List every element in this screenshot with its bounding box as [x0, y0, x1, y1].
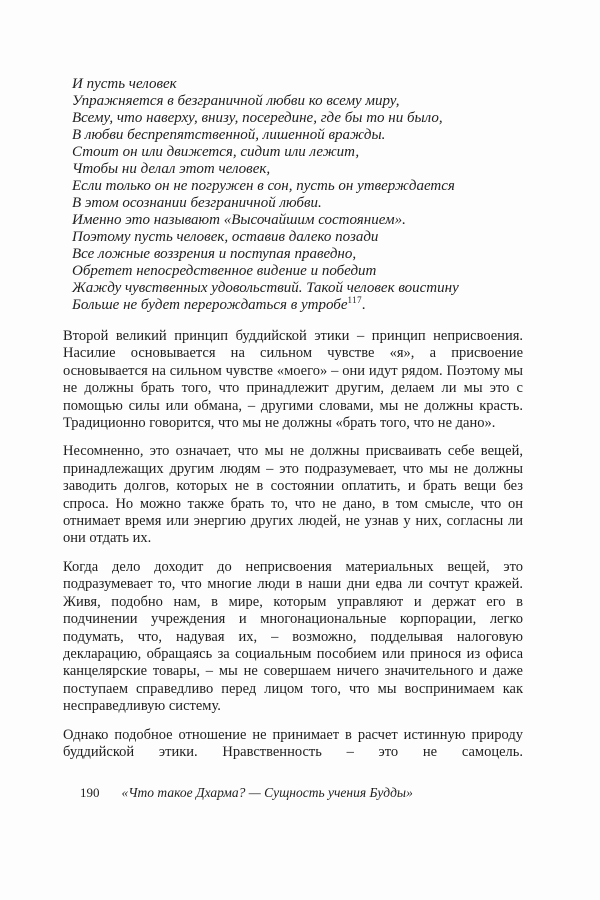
poem-last-line-text: Больше не будет перерождаться в утробе	[72, 297, 348, 313]
poem-line: Упражняется в безграничной любви ко всему миру,	[72, 93, 400, 109]
running-title: «Что такое Дхарма? — Сущность учения Будды»	[121, 785, 413, 801]
poem-line: В этом осознании безграничной любви.	[72, 195, 322, 211]
poem-line: Чтобы ни делал этот человек,	[72, 161, 271, 177]
body-paragraph-4: Однако подобное отношение не принимает в расчет истинную природу буддийской этики. Нравственность – это не самоцель.	[63, 726, 523, 760]
poem-line: Обретет непосредственное видение и победит	[72, 263, 377, 279]
footnote-reference: 117	[347, 295, 363, 305]
page-number: 190	[80, 785, 100, 801]
body-paragraph-1: Второй великий принцип буддийской этики – принцип неприсвоения. Насилие основывается на сильном чувстве «я», а присвоение основывается на сильном чувстве «моего» – они идут рядом. Поэтому мы не должны брать того, что принадлежит другим, делаем ли мы это с помощью силы или обмана, – другими словами, мы не должны красть. Традиционно говорится, что мы не должны «брать того, что не дано».	[63, 328, 523, 432]
page-footer	[63, 785, 523, 801]
poem-line: Именно это называют «Высочайшим состоянием».	[72, 212, 406, 228]
poem-line: Жажду чувственных удовольствий. Такой человек воистину	[72, 280, 459, 296]
poem-line: Все ложные воззрения и поступая праведно,	[72, 246, 357, 262]
poem-last-line-period: .	[362, 297, 366, 313]
poem-line: Стоит он или движется, сидит или лежит,	[72, 144, 360, 160]
body-paragraph-2: Несомненно, это означает, что мы не должны присваивать себе вещей, принадлежащих другим людям – это подразумевает, что мы не должны заводить долгов, которых не в состоянии оплатить, и брать вещи без спроса. Но можно также брать то, что не дано, в том смысле, что он отнимает время или энергию других людей, не узнав у них, согласны ли они отдать их.	[63, 443, 523, 547]
poem-last-line	[72, 297, 523, 314]
poem-line: Всему, что наверху, внизу, посередине, где бы то ни было,	[72, 110, 443, 126]
poem-line: В любви беспрепятственной, лишенной вражды.	[72, 127, 386, 143]
body-paragraph-3: Когда дело доходит до неприсвоения материальных вещей, это подразумевает то, что многие люди в наши дни едва ли сочтут кражей. Живя, подобно нам, в мире, которым управляют и держат его в подчинении учреждения и многонациональные корпорации, легко подумать, что, надувая их, – возможно, подделывая налоговую декларацию, обращаясь за социальным пособием или принося из офиса канцелярские товары, – мы не совершаем ничего значительного и даже поступаем справедливо перед лицом того, что мы воспринимаем как несправедливую систему.	[63, 558, 523, 715]
poem-line: И пусть человек	[72, 76, 177, 92]
poem-line: Поэтому пусть человек, оставив далеко позади	[72, 229, 379, 245]
poem-block	[63, 76, 523, 314]
poem-line: Если только он не погружен в сон, пусть он утверждается	[72, 178, 455, 194]
